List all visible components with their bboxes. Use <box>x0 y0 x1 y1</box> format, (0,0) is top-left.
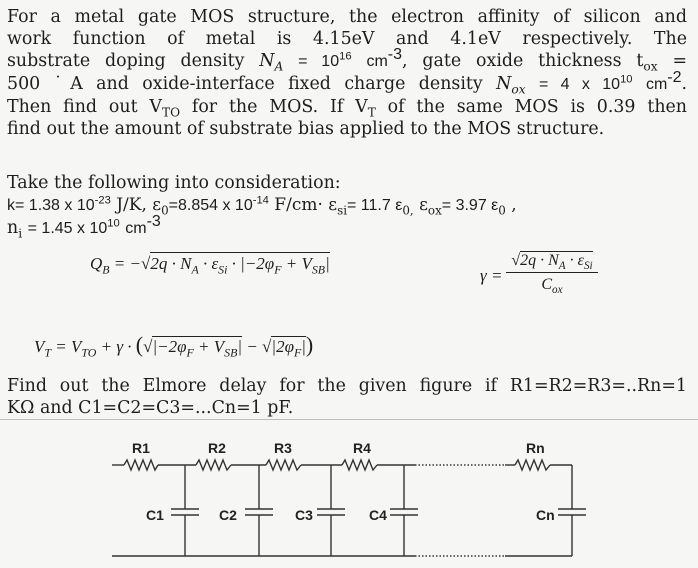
problem-1-line-5: Then find out $V_{TO}$ for the MOS. If $V_T$ of the same MOS is 0.39 then <box>7 97 688 120</box>
label-c4: C4 <box>369 507 387 523</box>
resistor-r1 <box>124 460 158 470</box>
constants-line-2: $n_i = 1.45$ x $10^{10}$ $cm^{-3}$ <box>7 213 161 241</box>
gamma-equation-lhs: γ = <box>480 266 503 285</box>
label-cn: Cn <box>536 507 555 523</box>
vt-equation: $V_T = V_{TO} + \gamma \cdot (√|-2\varphi_F + V_{SB}| - √|2\varphi_F|)$ <box>34 332 314 360</box>
problem-1-line-4: 500 ˙A and oxide-interface fixed charge density $N_{ox} = 4$ x $10^{10}$ $cm^{-2}$. <box>7 69 688 97</box>
qb-equation: $Q_B = -√2q \cdot N_A \cdot \varepsilon_{Si} \cdot |-2\varphi_F + V_{SB}|$ <box>90 254 330 277</box>
problem-2-line-2: KΩ and C1=C2=C3=...Cn=1 pF. <box>7 398 294 418</box>
problem-1-line-2: work function of metal is 4.15eV and 4.1eV respectively. The <box>7 29 687 49</box>
problem-1-line-3: substrate doping density $N_A = 10^{16}$ $cm^{-3}$, gate oxide thickness $t_{ox}$ = <box>7 46 688 74</box>
problem-1-line-1: For a metal gate MOS structure, the electron affinity of silicon and <box>7 7 687 27</box>
label-r1: R1 <box>132 440 150 456</box>
resistor-r2 <box>196 460 231 470</box>
gamma-denominator: $C_{ox}$ <box>541 276 563 297</box>
resistor-r3 <box>266 460 301 470</box>
constants-line-1: k= 1.38 x $10^{-23}$ J/K, $\varepsilon_0=8.854$ x $10^{-14}$ $F/cm\cdot \varepsilon_{si}= 11.7$ $\varepsilon_{0,}$ $\varepsilon_{ox}= 3.97$ $\varepsilon_0$ , <box>7 194 517 218</box>
problem-1-line-6: find out the amount of substrate bias applied to the MOS structure. <box>7 119 605 139</box>
problem-2-line-1: Find out the Elmore delay for the given figure if R1=R2=R3=..Rn=1 <box>7 376 687 396</box>
label-rn: Rn <box>526 440 545 456</box>
label-c1: C1 <box>146 507 164 523</box>
label-r4: R4 <box>353 440 371 456</box>
gamma-numerator: $√2q \cdot N_A \cdot \varepsilon_{Si}$ <box>506 252 598 273</box>
label-r3: R3 <box>274 440 292 456</box>
label-r2: R2 <box>208 440 226 456</box>
resistor-rn <box>515 460 550 470</box>
resistor-r4 <box>342 460 377 470</box>
constants-heading: Take the following into consideration: <box>7 173 341 193</box>
label-c3: C3 <box>295 507 313 523</box>
label-c2: C2 <box>219 507 237 523</box>
